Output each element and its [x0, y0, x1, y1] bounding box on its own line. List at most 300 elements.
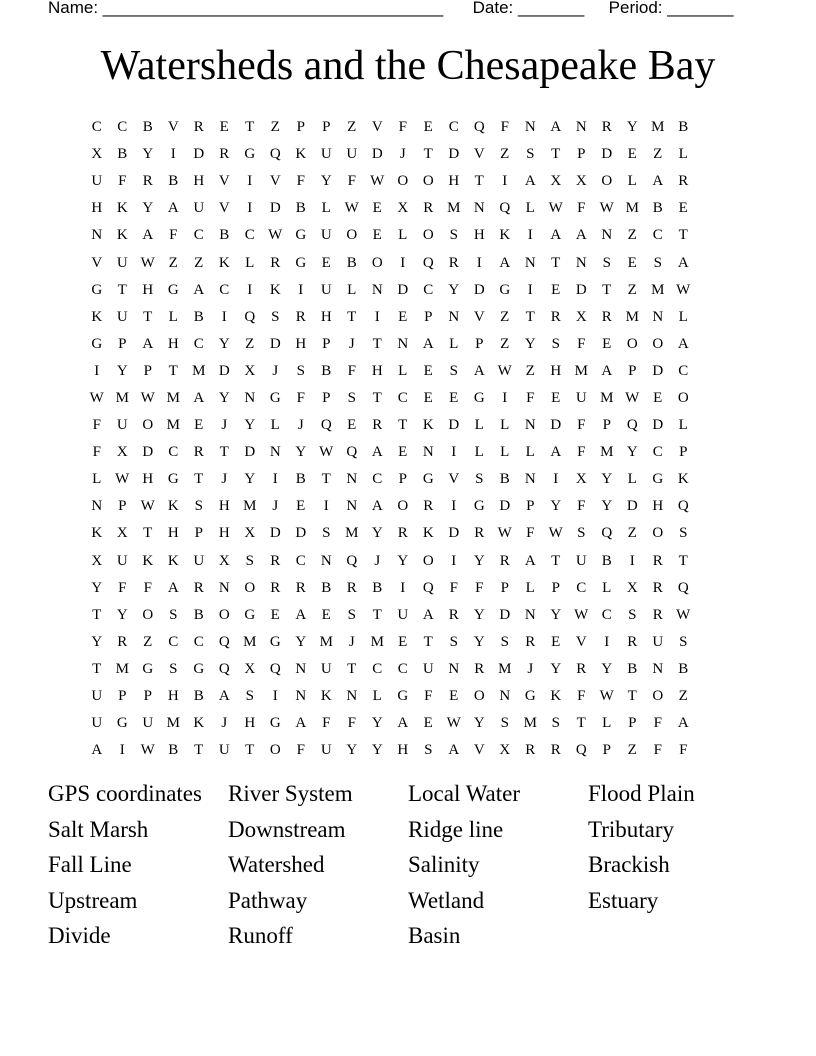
grid-letter: H [91, 200, 103, 217]
grid-letter: Z [627, 227, 637, 244]
grid-letter: Y [601, 498, 613, 515]
grid-letter: I [119, 742, 125, 759]
grid-letter: I [451, 444, 457, 461]
grid-letter: M [625, 200, 639, 217]
grid-letter: S [551, 715, 560, 732]
grid-letter: M [600, 444, 614, 461]
grid-letter: H [167, 525, 179, 542]
grid-row [84, 548, 696, 575]
grid-letter: V [473, 308, 485, 325]
grid-letter: L [245, 254, 255, 271]
grid-letter: C [168, 633, 179, 650]
grid-letter: Y [473, 633, 485, 650]
grid-letter: O [677, 389, 689, 406]
grid-letter: F [296, 742, 305, 759]
grid-letter: C [117, 119, 128, 136]
grid-letter: R [295, 579, 306, 596]
grid-letter: R [448, 254, 459, 271]
grid-letter: G [422, 471, 434, 488]
word-bank-item: Fall Line [48, 852, 132, 878]
grid-letter: O [652, 525, 664, 542]
grid-letter: B [168, 742, 179, 759]
grid-letter: H [652, 498, 664, 515]
grid-row [84, 493, 696, 520]
grid-letter: L [525, 444, 535, 461]
grid-letter: S [424, 742, 433, 759]
grid-letter: W [319, 444, 334, 461]
grid-letter: C [219, 281, 230, 298]
grid-letter: Y [371, 715, 383, 732]
grid-letter: X [575, 308, 587, 325]
grid-letter: T [423, 146, 433, 163]
grid-letter: E [602, 335, 612, 352]
grid-row [84, 656, 696, 683]
grid-letter: C [91, 119, 102, 136]
grid-letter: E [551, 281, 561, 298]
grid-letter: S [169, 660, 178, 677]
grid-letter: E [296, 498, 306, 515]
grid-letter: N [422, 444, 434, 461]
grid-letter: W [599, 200, 614, 217]
grid-letter: I [451, 552, 457, 569]
grid-letter: W [89, 389, 104, 406]
grid-letter: F [92, 417, 101, 434]
grid-letter: O [652, 688, 664, 705]
grid-letter: C [168, 444, 179, 461]
grid-letter: U [116, 308, 128, 325]
grid-letter: P [551, 579, 560, 596]
word-bank [48, 778, 768, 956]
grid-letter: N [371, 281, 383, 298]
grid-letter: L [92, 471, 102, 488]
grid-letter: F [169, 227, 178, 244]
grid-letter: A [524, 552, 536, 569]
grid-letter: M [319, 633, 333, 650]
grid-letter: A [422, 335, 434, 352]
grid-row [84, 520, 696, 547]
grid-letter: A [550, 444, 562, 461]
grid-letter: R [627, 633, 638, 650]
grid-letter: L [525, 200, 535, 217]
grid-letter: E [219, 119, 229, 136]
grid-letter: Z [627, 525, 637, 542]
grid-letter: U [320, 660, 332, 677]
grid-letter: D [448, 146, 460, 163]
grid-letter: L [678, 417, 688, 434]
grid-letter: Z [143, 633, 153, 650]
grid-letter: Y [244, 417, 256, 434]
grid-letter: W [140, 254, 155, 271]
grid-letter: L [270, 417, 280, 434]
grid-letter: I [94, 362, 100, 379]
grid-letter: U [320, 146, 332, 163]
grid-letter: F [92, 444, 101, 461]
grid-letter: T [194, 742, 204, 759]
grid-letter: R [550, 742, 561, 759]
grid-letter: L [500, 444, 510, 461]
grid-letter: D [397, 281, 409, 298]
grid-letter: U [320, 281, 332, 298]
grid-letter: C [397, 389, 408, 406]
grid-letter: H [218, 525, 230, 542]
grid-letter: F [577, 200, 586, 217]
grid-letter: B [168, 173, 179, 190]
grid-letter: K [193, 715, 205, 732]
grid-letter: V [473, 146, 485, 163]
grid-letter: O [652, 335, 664, 352]
grid-letter: D [601, 146, 613, 163]
grid-letter: R [193, 119, 204, 136]
grid-letter: P [602, 417, 611, 434]
grid-row [84, 466, 696, 493]
grid-letter: R [525, 633, 536, 650]
grid-letter: U [575, 389, 587, 406]
word-bank-item: Divide [48, 923, 111, 949]
grid-letter: X [116, 525, 128, 542]
grid-letter: F [679, 742, 688, 759]
grid-letter: P [118, 688, 127, 705]
grid-letter: Y [320, 173, 332, 190]
grid-letter: U [652, 633, 664, 650]
grid-letter: W [140, 389, 155, 406]
grid-letter: V [448, 471, 460, 488]
grid-letter: U [91, 173, 103, 190]
grid-letter: C [652, 227, 663, 244]
grid-letter: S [194, 498, 203, 515]
grid-letter: O [626, 335, 638, 352]
grid-letter: H [167, 335, 179, 352]
grid-letter: T [92, 660, 102, 677]
grid-letter: R [678, 173, 689, 190]
grid-letter: K [218, 254, 230, 271]
grid-letter: P [424, 308, 433, 325]
grid-letter: B [295, 200, 306, 217]
grid-letter: Y [91, 633, 103, 650]
grid-letter: S [245, 552, 254, 569]
grid-letter: V [575, 633, 587, 650]
grid-letter: O [422, 227, 434, 244]
grid-letter: L [398, 227, 408, 244]
grid-letter: S [347, 389, 356, 406]
grid-letter: Y [524, 335, 536, 352]
grid-letter: W [497, 525, 512, 542]
grid-letter: M [115, 389, 129, 406]
grid-letter: O [601, 173, 613, 190]
grid-letter: J [374, 552, 381, 569]
grid-letter: B [346, 254, 357, 271]
grid-letter: N [295, 688, 307, 705]
grid-letter: G [167, 281, 179, 298]
grid-letter: B [193, 308, 204, 325]
grid-letter: N [524, 606, 536, 623]
grid-letter: L [678, 146, 688, 163]
grid-letter: Z [245, 335, 255, 352]
grid-letter: P [322, 389, 331, 406]
grid-letter: R [270, 579, 281, 596]
grid-letter: I [272, 688, 278, 705]
grid-letter: L [474, 417, 484, 434]
grid-letter: Z [347, 119, 357, 136]
grid-letter: P [118, 498, 127, 515]
grid-letter: X [575, 173, 587, 190]
grid-letter: T [194, 471, 204, 488]
grid-letter: W [140, 498, 155, 515]
grid-letter: R [474, 660, 485, 677]
grid-letter: M [166, 389, 180, 406]
grid-letter: C [372, 660, 383, 677]
grid-letter: J [399, 146, 406, 163]
grid-letter: F [500, 119, 509, 136]
grid-letter: Q [473, 119, 485, 136]
grid-letter: Y [116, 606, 128, 623]
grid-letter: N [269, 444, 281, 461]
word-bank-item: Salt Marsh [48, 816, 149, 842]
word-bank-item: Tributary [588, 816, 675, 842]
grid-letter: Y [91, 579, 103, 596]
grid-letter: N [218, 579, 230, 596]
grid-letter: E [398, 308, 408, 325]
grid-letter: D [142, 444, 154, 461]
grid-letter: S [347, 606, 356, 623]
grid-letter: T [551, 146, 561, 163]
grid-letter: T [551, 552, 561, 569]
grid-letter: I [629, 552, 635, 569]
grid-letter: N [448, 660, 460, 677]
grid-letter: D [575, 281, 587, 298]
grid-letter: Y [550, 606, 562, 623]
grid-letter: F [322, 715, 331, 732]
grid-letter: Y [397, 552, 409, 569]
grid-letter: R [601, 308, 612, 325]
grid-letter: Y [626, 119, 638, 136]
grid-letter: D [499, 606, 511, 623]
grid-letter: Q [346, 552, 358, 569]
grid-letter: C [423, 281, 434, 298]
grid-letter: U [320, 227, 332, 244]
grid-letter: K [91, 308, 103, 325]
grid-letter: J [348, 633, 355, 650]
grid-letter: L [500, 417, 510, 434]
grid-letter: Z [168, 254, 178, 271]
grid-letter: Y [448, 281, 460, 298]
grid-letter: U [193, 200, 205, 217]
grid-letter: M [574, 362, 588, 379]
grid-letter: D [550, 417, 562, 434]
grid-letter: L [627, 471, 637, 488]
grid-letter: G [269, 715, 281, 732]
grid-letter: Z [627, 281, 637, 298]
grid-letter: R [142, 173, 153, 190]
grid-letter: O [397, 173, 409, 190]
grid-letter: Y [142, 146, 154, 163]
grid-letter: T [525, 308, 535, 325]
grid-letter: N [524, 254, 536, 271]
grid-letter: P [322, 119, 331, 136]
grid-letter: R [295, 308, 306, 325]
grid-letter: P [475, 335, 484, 352]
grid-letter: N [244, 389, 256, 406]
grid-letter: E [653, 389, 663, 406]
grid-letter: G [397, 688, 409, 705]
grid-letter: E [423, 715, 433, 732]
grid-letter: S [500, 633, 509, 650]
grid-letter: P [398, 471, 407, 488]
grid-letter: O [269, 742, 281, 759]
grid-letter: P [577, 146, 586, 163]
grid-letter: U [116, 552, 128, 569]
grid-letter: O [422, 552, 434, 569]
grid-letter: U [116, 417, 128, 434]
grid-letter: D [652, 362, 664, 379]
grid-letter: S [245, 688, 254, 705]
grid-letter: X [244, 660, 256, 677]
grid-letter: B [372, 579, 383, 596]
grid-letter: E [194, 417, 204, 434]
grid-letter: T [117, 281, 127, 298]
word-bank-item: Basin [408, 923, 461, 949]
grid-letter: K [422, 525, 434, 542]
grid-letter: U [218, 742, 230, 759]
grid-letter: M [166, 715, 180, 732]
grid-row [84, 358, 696, 385]
grid-letter: T [398, 417, 408, 434]
grid-row [84, 195, 696, 222]
grid-letter: G [142, 660, 154, 677]
grid-letter: B [142, 119, 153, 136]
grid-row [84, 385, 696, 412]
grid-letter: L [321, 200, 331, 217]
grid-letter: A [601, 362, 613, 379]
grid-letter: I [323, 498, 329, 515]
grid-letter: A [677, 254, 689, 271]
grid-letter: I [451, 498, 457, 515]
grid-letter: F [398, 119, 407, 136]
grid-letter: W [676, 606, 691, 623]
grid-letter: M [600, 389, 614, 406]
grid-letter: B [295, 471, 306, 488]
grid-letter: M [625, 308, 639, 325]
page-title: Watersheds and the Chesapeake Bay [100, 43, 716, 89]
grid-letter: W [548, 525, 563, 542]
grid-letter: F [577, 444, 586, 461]
grid-letter: N [652, 660, 664, 677]
grid-row [84, 683, 696, 710]
grid-row [84, 249, 696, 276]
grid-letter: P [526, 498, 535, 515]
grid-letter: C [193, 227, 204, 244]
grid-letter: T [168, 362, 178, 379]
grid-letter: L [627, 173, 637, 190]
grid-letter: X [626, 579, 638, 596]
grid-letter: F [347, 173, 356, 190]
grid-letter: C [193, 335, 204, 352]
grid-letter: M [447, 200, 461, 217]
grid-letter: G [295, 227, 307, 244]
grid-letter: L [474, 444, 484, 461]
grid-letter: A [499, 254, 511, 271]
grid-letter: A [295, 606, 307, 623]
grid-letter: S [322, 525, 331, 542]
grid-letter: L [602, 715, 612, 732]
grid-letter: W [574, 606, 589, 623]
grid-letter: C [601, 606, 612, 623]
grid-letter: S [449, 362, 458, 379]
grid-letter: A [550, 119, 562, 136]
grid-letter: T [372, 606, 382, 623]
grid-letter: R [346, 579, 357, 596]
grid-letter: R [193, 444, 204, 461]
date-field-label: Date: _______ [472, 0, 585, 17]
grid-letter: F [577, 688, 586, 705]
grid-letter: O [244, 579, 256, 596]
grid-letter: W [140, 742, 155, 759]
grid-letter: A [295, 715, 307, 732]
grid-letter: T [678, 552, 688, 569]
word-bank-item: Downstream [228, 816, 346, 842]
grid-letter: N [524, 417, 536, 434]
grid-letter: R [652, 606, 663, 623]
grid-letter: Q [320, 417, 332, 434]
grid-letter: G [91, 335, 103, 352]
grid-letter: K [167, 552, 179, 569]
grid-letter: V [167, 119, 179, 136]
grid-letter: L [398, 362, 408, 379]
grid-row [84, 304, 696, 331]
grid-letter: J [272, 362, 279, 379]
grid-letter: Q [677, 498, 689, 515]
word-bank-item: Salinity [408, 852, 480, 878]
grid-letter: T [372, 389, 382, 406]
grid-letter: L [678, 308, 688, 325]
grid-letter: N [448, 308, 460, 325]
grid-row [84, 575, 696, 602]
grid-letter: R [499, 552, 510, 569]
grid-letter: H [167, 688, 179, 705]
grid-letter: T [347, 308, 357, 325]
grid-letter: K [167, 498, 179, 515]
grid-letter: E [321, 254, 331, 271]
grid-letter: O [142, 417, 154, 434]
grid-letter: Y [346, 742, 358, 759]
grid-letter: H [142, 471, 154, 488]
grid-letter: N [295, 660, 307, 677]
grid-letter: A [448, 742, 460, 759]
grid-letter: D [269, 335, 281, 352]
grid-letter: E [398, 444, 408, 461]
grid-letter: W [370, 173, 385, 190]
grid-letter: Y [295, 444, 307, 461]
grid-letter: W [548, 200, 563, 217]
grid-row [84, 277, 696, 304]
grid-letter: K [116, 200, 128, 217]
grid-letter: E [678, 200, 688, 217]
grid-letter: U [575, 552, 587, 569]
grid-letter: I [476, 254, 482, 271]
grid-letter: I [247, 281, 253, 298]
grid-letter: E [449, 389, 459, 406]
grid-letter: G [269, 389, 281, 406]
grid-letter: T [602, 281, 612, 298]
grid-letter: X [91, 146, 103, 163]
grid-letter: V [473, 742, 485, 759]
grid-letter: B [499, 471, 510, 488]
grid-letter: K [91, 525, 103, 542]
grid-letter: N [575, 254, 587, 271]
grid-letter: E [372, 227, 382, 244]
grid-letter: N [601, 227, 613, 244]
grid-letter: G [524, 688, 536, 705]
grid-letter: W [599, 688, 614, 705]
